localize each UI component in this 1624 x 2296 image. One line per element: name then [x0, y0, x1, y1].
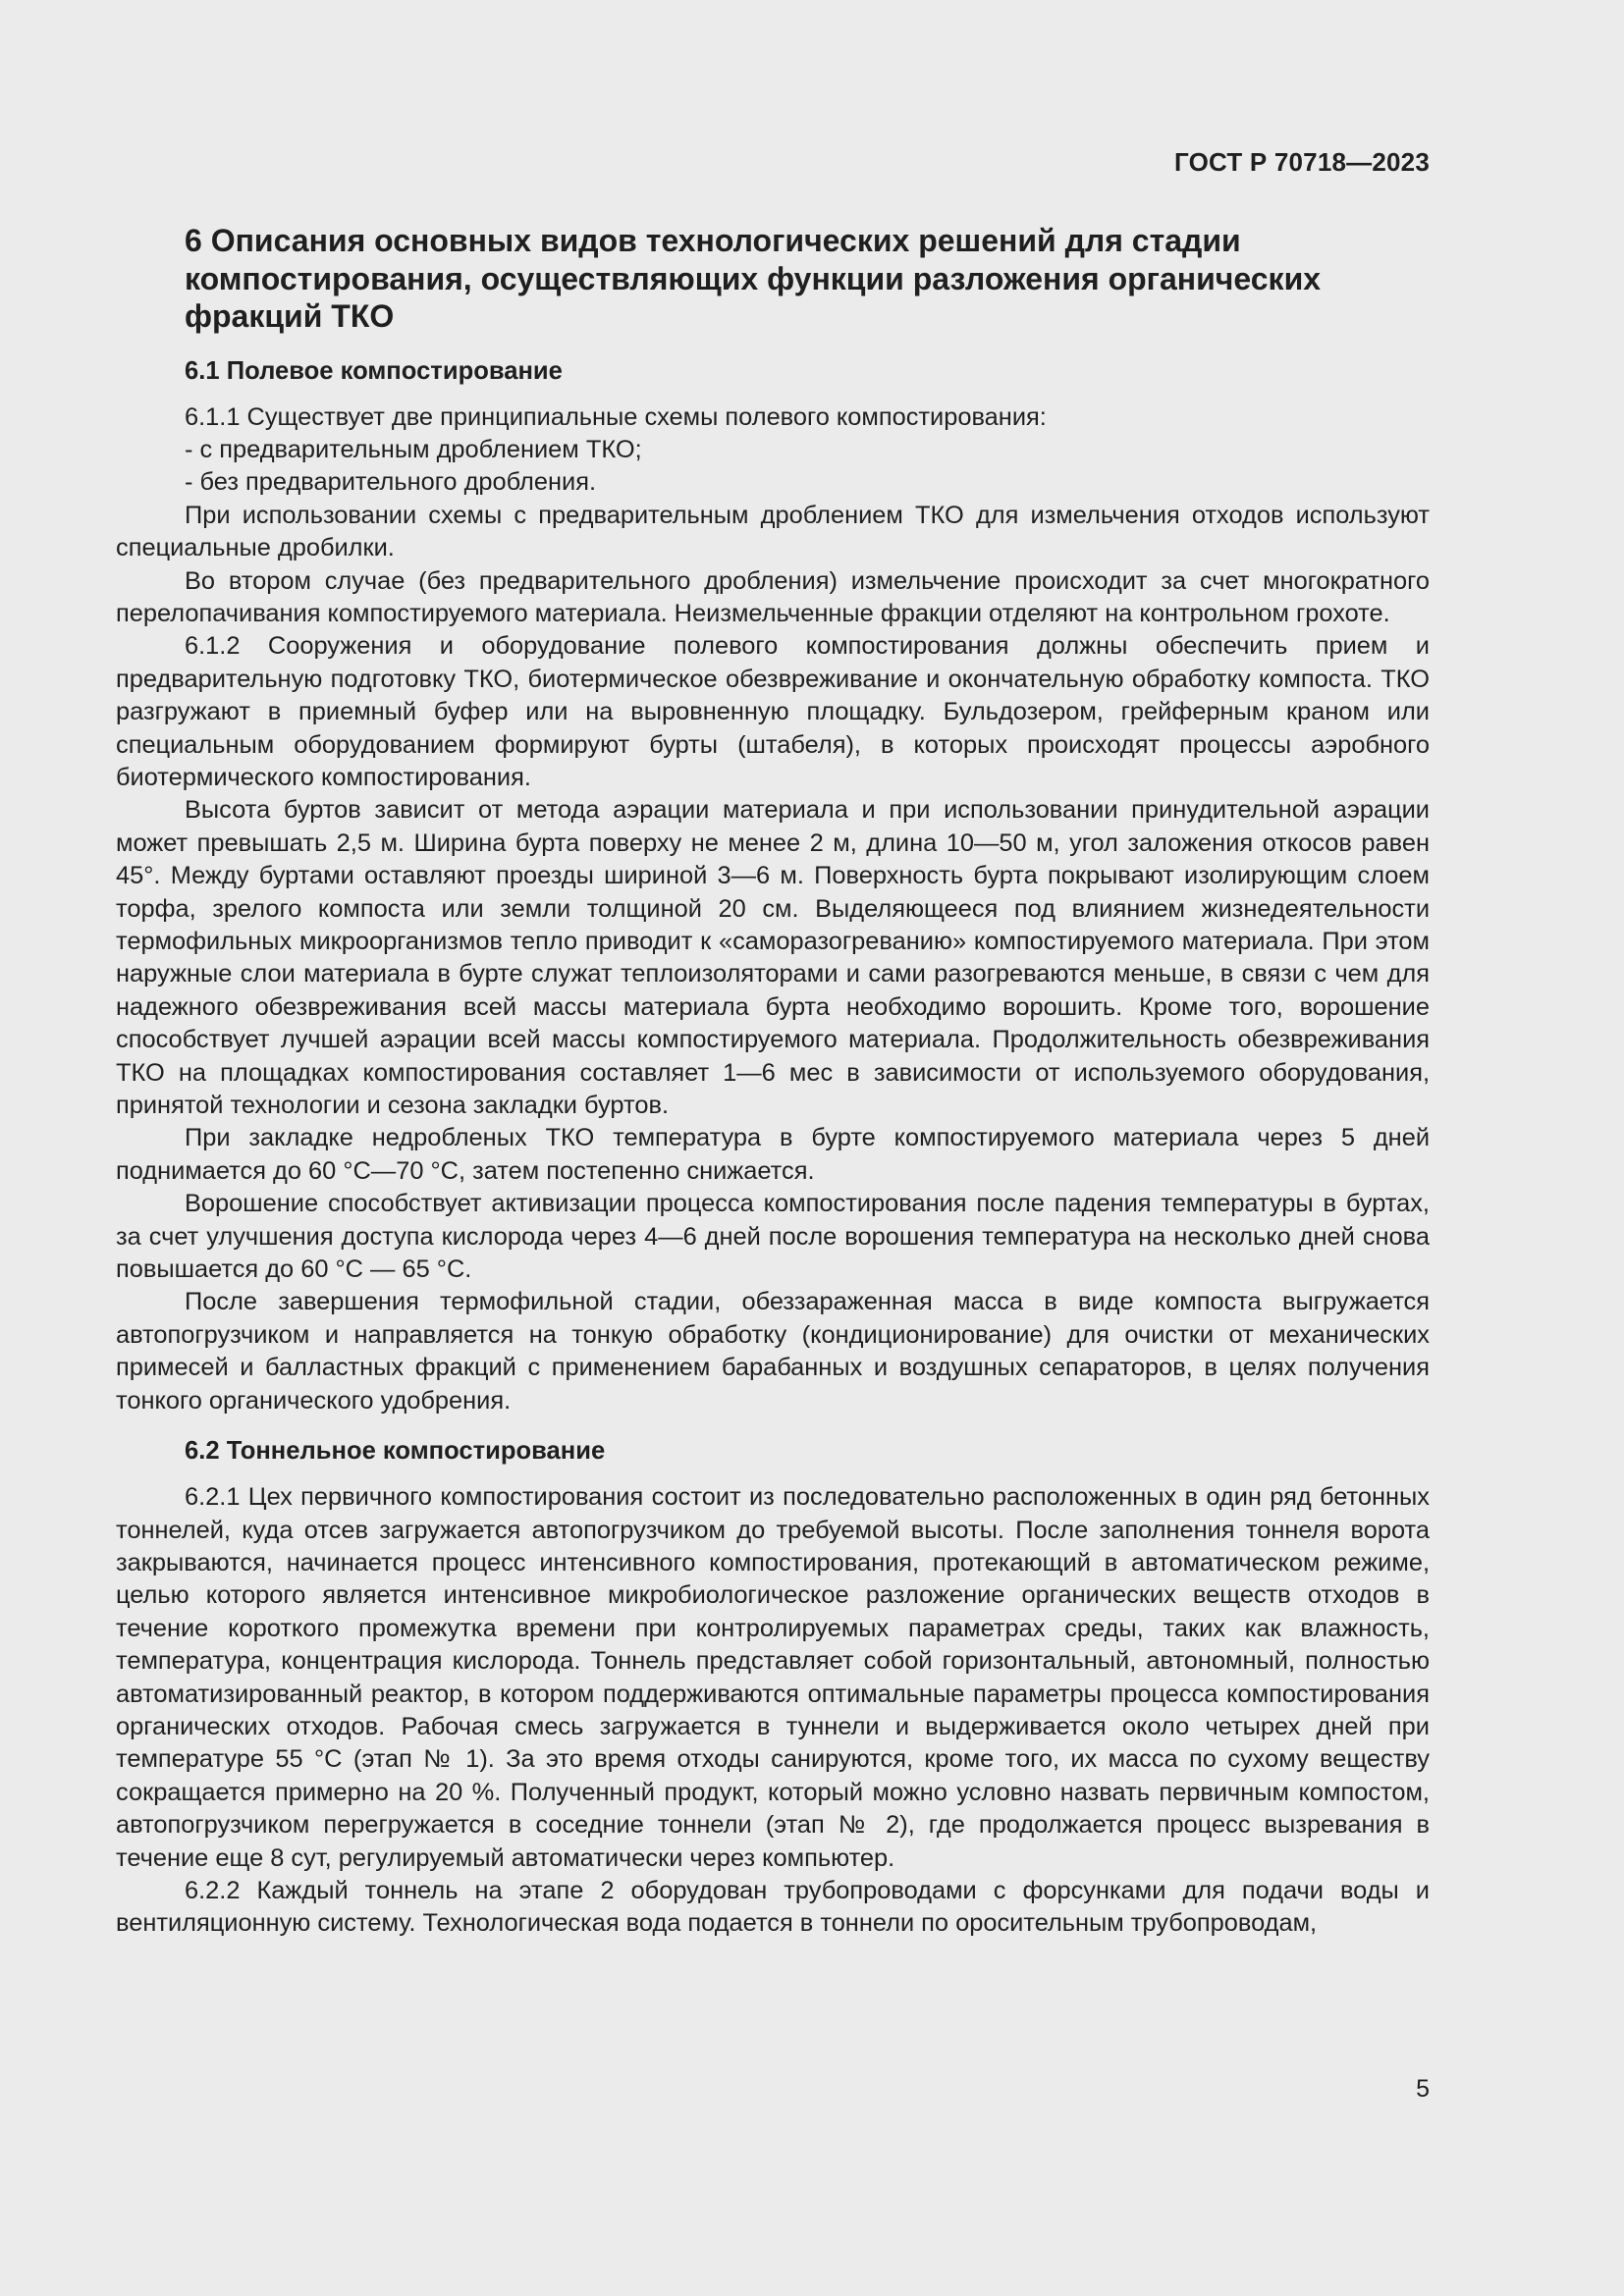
paragraph-6-2-1: 6.2.1 Цех первичного компостирования состоит из последовательно расположенных в один ряд бетонных тоннелей, куда отсев загружается автопогрузчиком до требуемой высоты. После заполнения тоннеля ворота закрываются, начинается процесс интенсивного компостирования, протекающий в автоматическом режиме, целью которого является интенсивное микробиологическое разложение органических веществ отходов в течение короткого промежутка времени при контролируемых параметрах среды, таких как влажность, температура, концентрация кислорода. Тоннель представляет собой горизонтальный, автономный, полностью автоматизированный реактор, в котором поддерживаются оптимальные параметры процесса компостирования органических отходов. Рабочая смесь загружается в туннели и выдерживается около четырех дней при температуре 55 °С (этап № 1). За это время отходы санируются, кроме того, их масса по сухому веществу сокращается примерно на 20 %. Полученный продукт, который можно условно назвать первичным компостом, автопогрузчиком перегружается в соседние тоннели (этап № 2), где продолжается процесс вызревания в течение еще 8 сут, регулируемый автоматически через компьютер. — [116, 1483, 1430, 1872]
paragraph: Высота буртов зависит от метода аэрации материала и при использовании принудительной аэрации может превышать 2,5 м. Ширина бурта поверху не менее 2 м, длина 10—50 м, угол заложения откосов равен 45°. Между буртами оставляют проезды шириной 3—6 м. Поверхность бурта покрывают изолирующим слоем торфа, зрелого компоста или земли толщиной 20 см. Выделяющееся под влиянием жизнедеятельности термофильных микроорганизмов тепло приводит к «саморазогреванию» компостируемого материала. При этом наружные слои материала в бурте служат теплоизоляторами и сами разогреваются меньше, в связи с чем для надежного обезвреживания всей массы материала бурта необходимо ворошить. Кроме того, ворошение способствует лучшей аэрации всей массы компостируемого материала. Продолжительность обезвреживания ТКО на площадках компостирования составляет 1—6 мес в зависимости от используемого оборудования, принятой технологии и сезона закладки буртов. — [116, 796, 1430, 1120]
paragraph: При закладке недробленых ТКО температура в бурте компостируемого материала через 5 дней поднимается до 60 °С—70 °С, затем постепенно снижается. — [116, 1124, 1430, 1185]
page-content — [116, 222, 1430, 1941]
scheme-list — [116, 434, 1430, 500]
paragraph: При использовании схемы с предварительным дроблением ТКО для измельчения отходов используют специальные дробилки. — [116, 501, 1430, 562]
paragraph-6-2-2: 6.2.2 Каждый тоннель на этапе 2 оборудован трубопроводами с форсунками для подачи воды и вентиляционную систему. Технологическая вода подается в тоннели по оросительным трубопроводам, — [116, 1876, 1430, 1938]
document-code: ГОСТ Р 70718—2023 — [1174, 147, 1430, 177]
subsection-title-6-1: 6.1 Полевое компостирование — [185, 356, 563, 385]
paragraph: Во втором случае (без предварительного дробления) измельчение происходит за счет многократного перелопачивания компостируемого материала. Неизмельченные фракции отделяют на контрольном грохоте. — [116, 566, 1430, 627]
paragraph: После завершения термофильной стадии, обеззараженная масса в виде компоста выгружается автопогрузчиком и направляется на тонкую обработку (кондиционирование) для очистки от механических примесей и балластных фракций с применением барабанных и воздушных сепараторов, в целях получения тонкого органического удобрения. — [116, 1288, 1430, 1415]
subsection-title-6-2: 6.2 Тоннельное компостирование — [185, 1437, 606, 1466]
list-item: - с предварительным дроблением ТКО; — [185, 435, 642, 463]
section-title: 6 Описания основных видов технологических решений для стадии компостирования, осуществляющих функции разложения органических фракций ТКО — [185, 223, 1322, 334]
paragraph: Ворошение способствует активизации процесса компостирования после падения температуры в буртах, за счет улучшения доступа кислорода через 4—6 дней после ворошения температура на несколько дней снова повышается до 60 °С — 65 °С. — [116, 1190, 1430, 1284]
page-number: 5 — [1416, 2075, 1430, 2103]
paragraph-6-1-1: 6.1.1 Существует две принципиальные схемы полевого компостирования: — [185, 402, 1047, 431]
list-item: - без предварительного дробления. — [185, 468, 596, 497]
paragraph-6-1-2: 6.1.2 Сооружения и оборудование полевого компостирования должны обеспечить прием и предварительную подготовку ТКО, биотермическое обезвреживание и окончательную обработку компоста. ТКО разгружают в приемный буфер или на выровненную площадку. Бульдозером, грейферным краном или специальным оборудованием формируют бурты (штабеля), в которых происходят процессы аэробного биотермического компостирования. — [116, 632, 1430, 791]
